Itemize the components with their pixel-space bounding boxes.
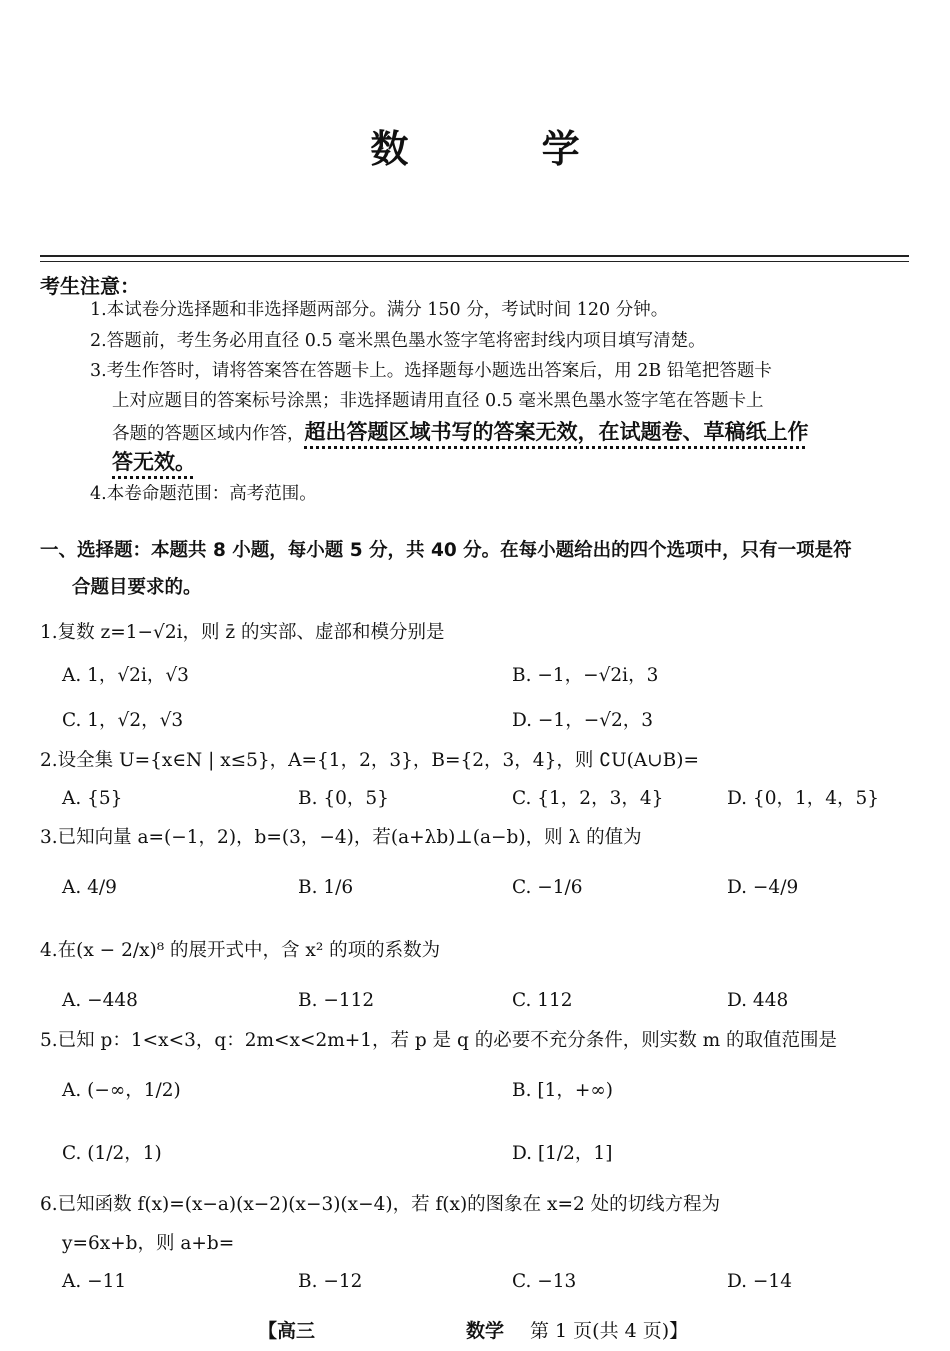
- question-6-option-b: B. −12: [298, 1271, 363, 1292]
- section-heading-line-1: 一、选择题：本题共 8 小题，每小题 5 分，共 40 分。在每小题给出的四个选项中，只有一项是符: [40, 540, 852, 561]
- question-6-option-a: A. −11: [62, 1271, 127, 1292]
- question-5-stem: 5.已知 p：1<x<3，q：2m<x<2m+1，若 p 是 q 的必要不充分条件，则实数 m 的取值范围是: [40, 1030, 838, 1051]
- question-6-stem-line-2: y=6x+b，则 a+b=: [62, 1233, 235, 1254]
- question-3-option-a: A. 4/9: [62, 877, 117, 898]
- question-5-option-d: D. [1/2，1]: [512, 1143, 613, 1164]
- notice-item-3-plain: 各题的答题区域内作答，: [112, 424, 305, 444]
- question-1-stem: 1.复数 z=1−√2i，则 z̄ 的实部、虚部和模分别是: [40, 622, 445, 643]
- notice-heading: 考生注意：: [40, 274, 140, 298]
- question-5-option-b: B. [1，+∞): [512, 1080, 613, 1101]
- question-3-option-b: B. 1/6: [298, 877, 354, 898]
- question-2-option-a: A. {5}: [62, 788, 123, 809]
- question-6-option-c: C. −13: [512, 1271, 577, 1292]
- notice-item-3-line-3: [112, 420, 809, 445]
- page-title: 数 学: [370, 127, 640, 171]
- question-4-option-c: C. 112: [512, 990, 573, 1011]
- question-5-option-c: C. (1/2，1): [62, 1143, 162, 1164]
- question-2-stem: 2.设全集 U={x∈N | x≤5}，A={1，2，3}，B={2，3，4}，则 ∁U(A∪B)=: [40, 750, 699, 771]
- question-3-option-c: C. −1/6: [512, 877, 583, 898]
- footer-grade: 【高三: [258, 1320, 316, 1342]
- question-1-option-b: B. −1，−√2i，3: [512, 665, 659, 686]
- notice-item-3-emphasis-end: 答无效。: [112, 450, 196, 474]
- question-2-option-c: C. {1，2，3，4}: [512, 788, 664, 809]
- header-rule-thick: [40, 255, 909, 257]
- question-1-option-c: C. 1，√2，√3: [62, 710, 184, 731]
- question-1-option-d: D. −1，−√2，3: [512, 710, 654, 731]
- header-rule-thin: [40, 261, 909, 262]
- notice-item-2: 2.答题前，考生务必用直径 0.5 毫米黑色墨水签字笔将密封线内项目填写清楚。: [90, 331, 706, 351]
- notice-item-3-line-1: 3.考生作答时，请将答案答在答题卡上。选择题每小题选出答案后，用 2B 铅笔把答题卡: [90, 361, 772, 381]
- footer-subject: 数学: [466, 1320, 505, 1342]
- question-6-stem-line-1: 6.已知函数 f(x)=(x−a)(x−2)(x−3)(x−4)，若 f(x)的图象在 x=2 处的切线方程为: [40, 1194, 721, 1215]
- notice-item-3-emphasis: 超出答题区域书写的答案无效，在试题卷、草稿纸上作: [304, 420, 809, 444]
- question-2-option-d: D. {0，1，4，5}: [727, 788, 880, 809]
- question-3-stem: 3.已知向量 a=(−1，2)，b=(3，−4)，若(a+λb)⊥(a−b)，则 λ 的值为: [40, 827, 642, 848]
- notice-item-3-line-4: [112, 450, 196, 475]
- notice-item-4: 4.本卷命题范围：高考范围。: [90, 484, 317, 504]
- question-6-option-d: D. −14: [727, 1271, 792, 1292]
- question-3-option-d: D. −4/9: [727, 877, 799, 898]
- question-5-option-a: A. (−∞，1/2): [62, 1080, 181, 1101]
- section-heading-line-2: 合题目要求的。: [72, 577, 202, 598]
- question-4-option-b: B. −112: [298, 990, 375, 1011]
- question-4-stem: 4.在(x − 2/x)⁸ 的展开式中，含 x² 的项的系数为: [40, 940, 441, 961]
- footer-page-number: 第 1 页(共 4 页)】: [530, 1320, 689, 1342]
- notice-item-3-line-2: 上对应题目的答案标号涂黑；非选择题请用直径 0.5 毫米黑色墨水签字笔在答题卡上: [112, 391, 764, 411]
- notice-item-1: 1.本试卷分选择题和非选择题两部分。满分 150 分，考试时间 120 分钟。: [90, 300, 669, 320]
- question-1-option-a: A. 1，√2i，√3: [62, 665, 189, 686]
- question-4-option-d: D. 448: [727, 990, 789, 1011]
- question-2-option-b: B. {0，5}: [298, 788, 389, 809]
- question-4-option-a: A. −448: [62, 990, 138, 1011]
